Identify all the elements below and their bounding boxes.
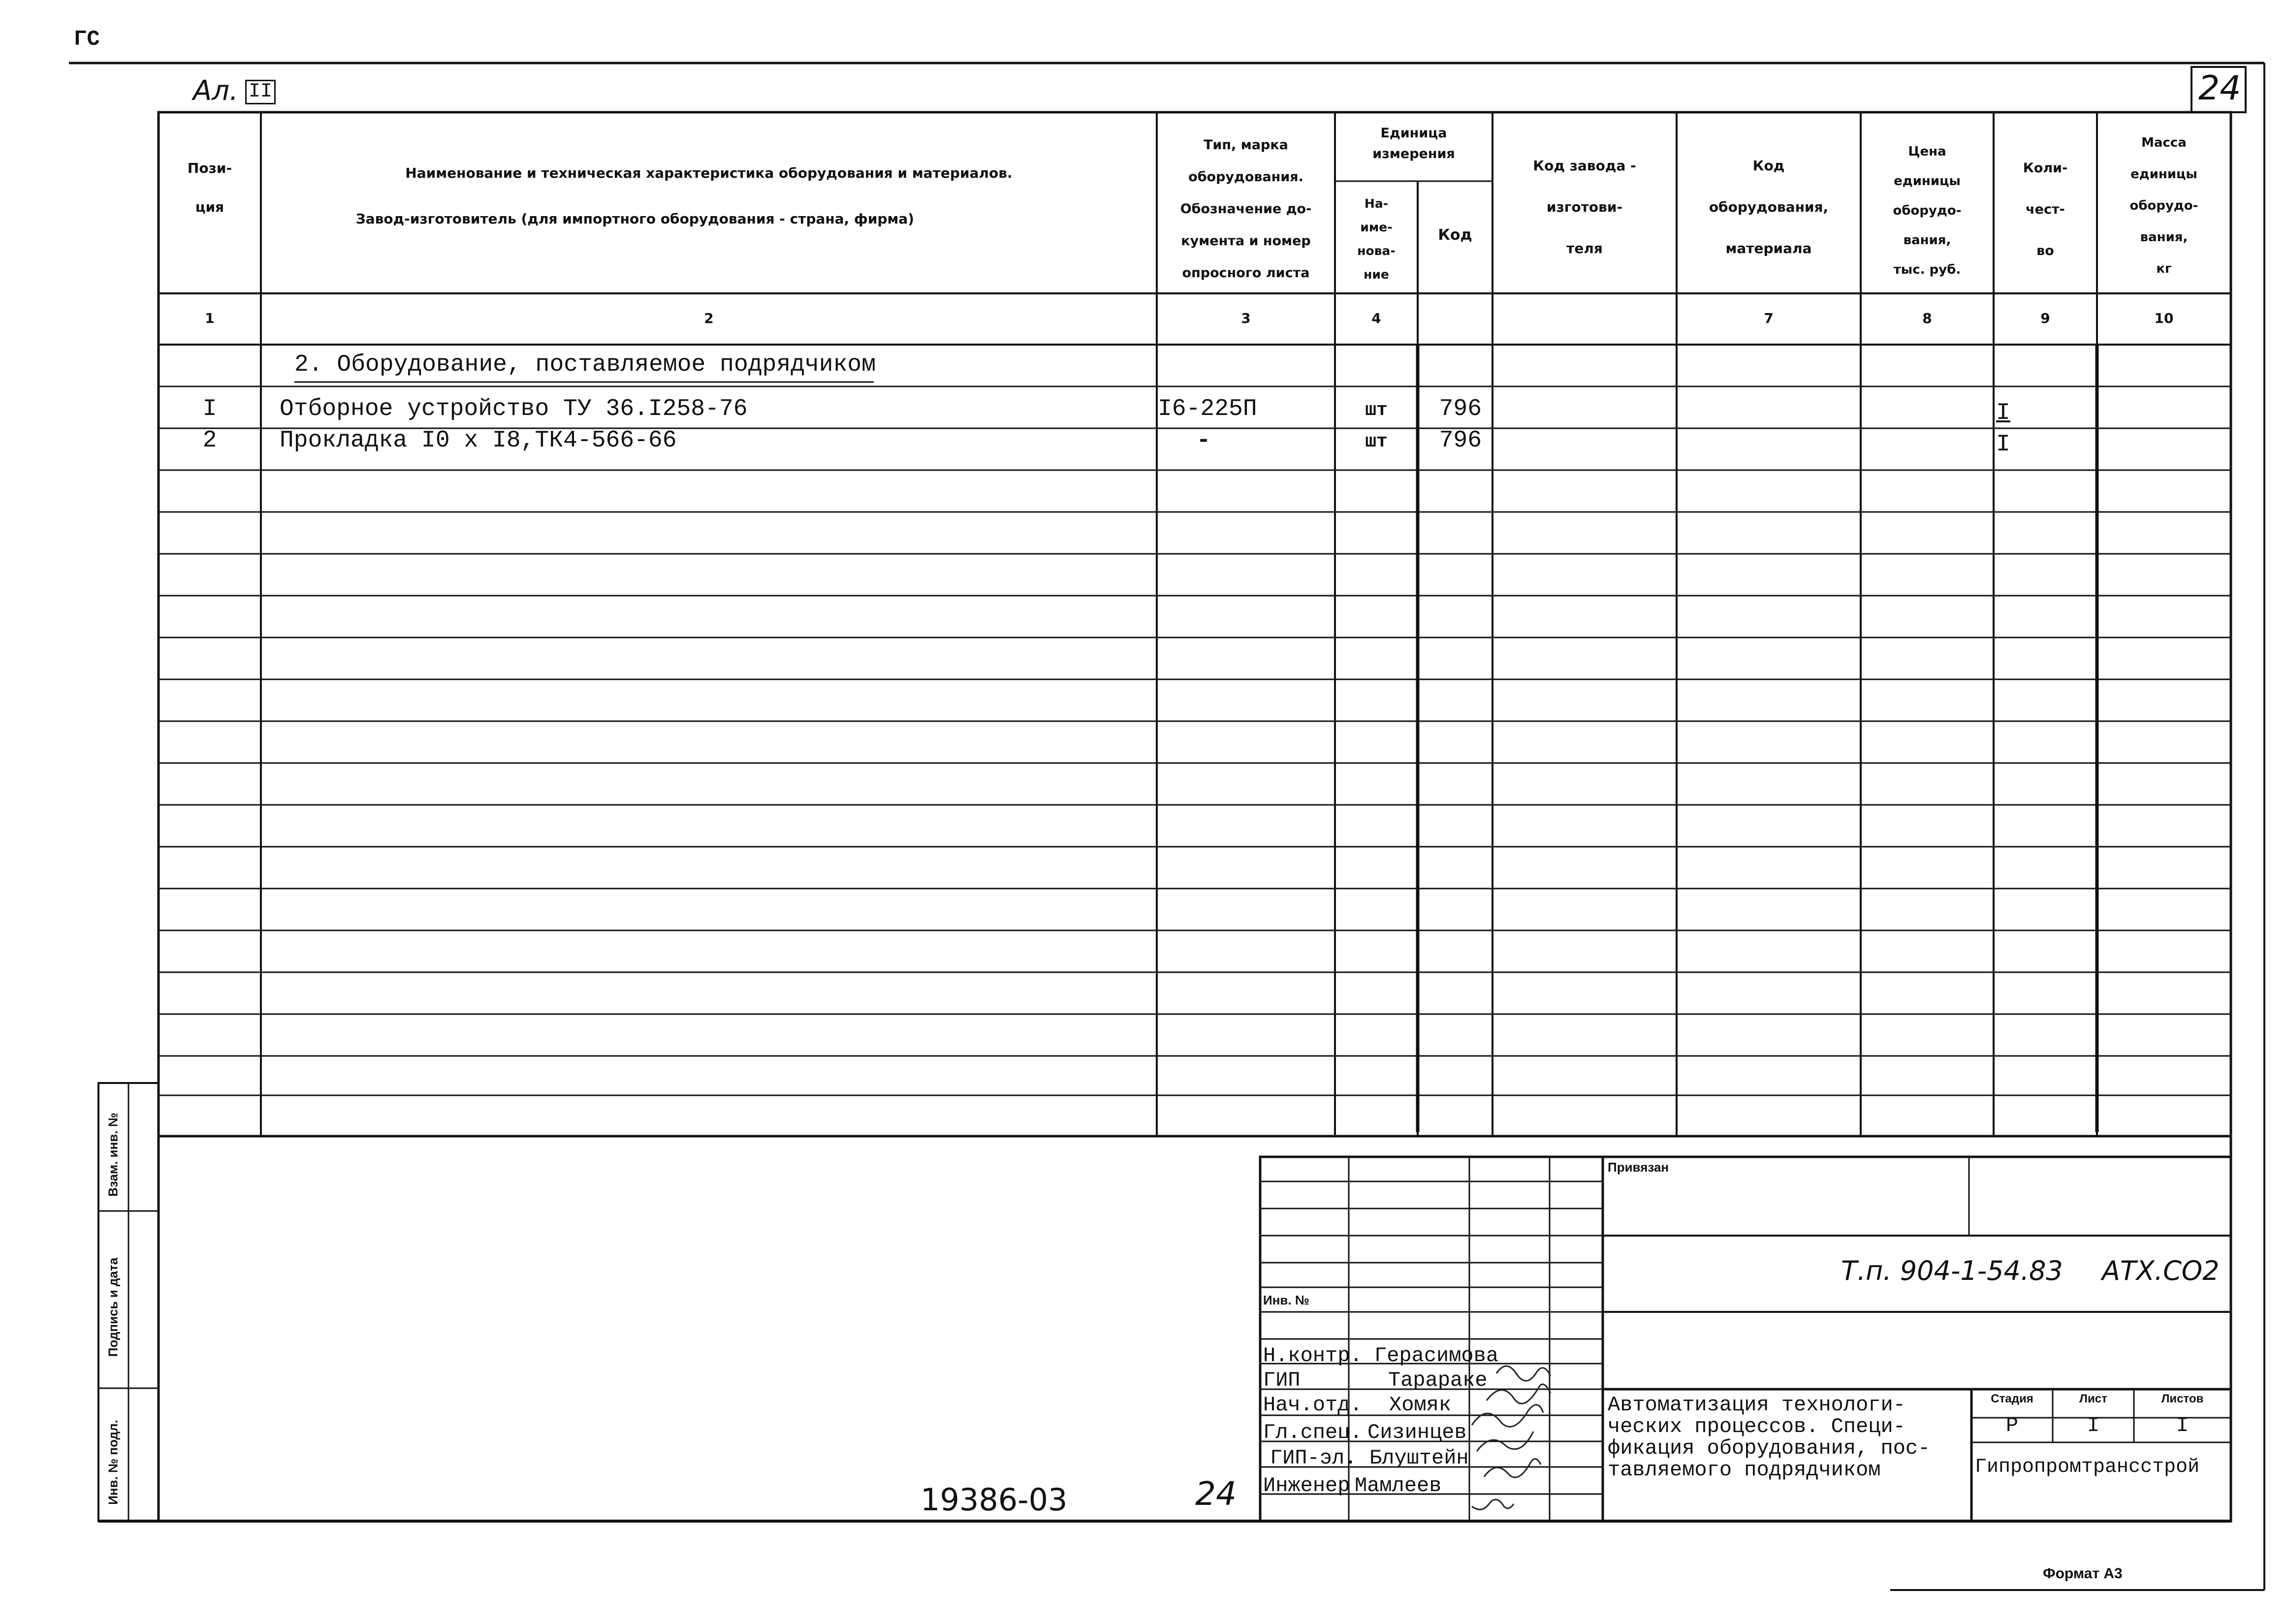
stamp-privyazan: Привязан: [1608, 1160, 1669, 1175]
bottom-page-number: 24: [1195, 1475, 1237, 1513]
header-unit-line: Единица: [1380, 126, 1447, 141]
strip-label-original-inv: Инв. № подл.: [105, 1420, 121, 1505]
header-type-line: оборудования.: [1188, 169, 1303, 185]
header-equipment-code: [1677, 145, 1861, 269]
header-quantity-line: Коли-: [2023, 160, 2068, 176]
header-equipment-code-line: Код: [1752, 158, 1785, 174]
header-unit-name-line: имe-: [1360, 220, 1393, 234]
page-number: 24: [2198, 69, 2241, 108]
header-factory-code-line: теля: [1566, 240, 1603, 256]
header-price-line: Цена: [1908, 144, 1946, 159]
header-mass: [2097, 127, 2231, 285]
column-number: 1: [205, 310, 215, 326]
stamp-doc-code: АТХ.СО2: [2102, 1255, 2220, 1286]
table-row-1-position: I: [202, 396, 217, 422]
section-title: 2. Оборудование, поставляемое подрядчиком: [294, 351, 876, 378]
table-row-2-unit: шт: [1365, 431, 1388, 452]
signer-name: Блуштейн: [1369, 1446, 1469, 1470]
table-row-1-name: Отборное устройство ТУ 36.I258-76: [280, 396, 748, 422]
stamp-title-line: ческих процессов. Специ-: [1608, 1415, 1905, 1438]
header-unit-code: Код: [1438, 226, 1472, 244]
column-number: 3: [1241, 310, 1251, 326]
header-unit-name-line: ние: [1364, 267, 1389, 282]
strip-label-replaced-inv: Взам. инв. №: [105, 1113, 121, 1197]
header-unit-name: [1335, 192, 1418, 287]
header-factory-code-line: Код завода -: [1533, 158, 1636, 174]
table-row-2-name: Прокладка I0 x I8,ТК4-566-66: [280, 427, 677, 454]
stamp-sheets-value: I: [2176, 1414, 2189, 1437]
format-label: Формат А3: [2043, 1565, 2123, 1582]
header-mass-line: Масса: [2141, 135, 2187, 150]
stamp-doc-number: Т.п. 904-1-54.83: [1841, 1255, 2063, 1286]
stamp-title: [1608, 1394, 1930, 1481]
corner-code: ГС: [74, 27, 100, 52]
table-row-1-quantity: I: [1996, 400, 2010, 426]
signer-name: Тарараке: [1388, 1369, 1488, 1392]
header-type: [1157, 129, 1335, 289]
header-price-line: вания,: [1903, 233, 1951, 248]
signer-name: Мамлеев: [1355, 1474, 1442, 1497]
signer-role: Нач.отд.: [1263, 1393, 1363, 1417]
header-type-line: опросного листа: [1182, 265, 1310, 281]
sheet-label-box: II: [245, 80, 276, 104]
stamp-stage-label: Стадия: [1991, 1392, 2033, 1405]
table-row-2-code: 796: [1439, 427, 1482, 454]
strip-label-signature-date: Подпись и дата: [105, 1257, 121, 1357]
header-equipment-code-line: материала: [1725, 240, 1812, 256]
signer-role: Инженер: [1263, 1474, 1350, 1497]
signer-name: Герасимова: [1374, 1344, 1499, 1368]
stamp-inv-label: Инв. №: [1263, 1293, 1309, 1307]
signer-role: ГИП-эл.: [1270, 1446, 1357, 1470]
table-row-1-code: 796: [1439, 396, 1482, 422]
signer-name: Сизинцев: [1367, 1421, 1467, 1444]
stamp-title-line: фикация оборудования, пос-: [1608, 1436, 1931, 1460]
header-type-line: кумента и номер: [1181, 233, 1311, 249]
signer-role: Гл.спец.: [1263, 1421, 1363, 1444]
stamp-title-line: тавляемого подрядчиком: [1608, 1458, 1881, 1482]
table-row-2-position: 2: [202, 427, 217, 454]
header-price-line: единицы: [1894, 174, 1961, 189]
stamp-organization: Гипропромтрансстрой: [1975, 1456, 2200, 1478]
header-unit-name-line: На-: [1364, 196, 1389, 211]
header-name: [261, 162, 1157, 230]
header-price-line: оборудо-: [1893, 203, 1962, 218]
header-mass-line: кг: [2156, 261, 2172, 276]
header-quantity-line: чест-: [2026, 202, 2065, 217]
header-mass-line: вания,: [2140, 230, 2188, 245]
stamp-sheets-label: Листов: [2161, 1392, 2204, 1405]
header-name-line2: Завод-изготовитель (для импортного оборудования - страна, фирма): [355, 211, 915, 227]
header-factory-code: [1492, 145, 1677, 269]
stamp-title-line: Автоматизация технологи-: [1608, 1393, 1905, 1417]
header-position-line: Пози-: [187, 160, 232, 176]
signer-name: Хомяк: [1389, 1393, 1452, 1417]
header-unit-group: [1335, 123, 1492, 164]
header-mass-line: оборудо-: [2129, 198, 2198, 213]
header-equipment-code-line: оборудования,: [1709, 199, 1829, 215]
table-row-2-quantity: I: [1996, 431, 2010, 458]
column-number: 8: [1922, 310, 1932, 326]
header-type-line: Обозначение до-: [1180, 201, 1312, 217]
header-price-line: тыс. руб.: [1893, 262, 1961, 277]
stamp-sheet-value: I: [2087, 1414, 2100, 1437]
column-number: 10: [2154, 310, 2174, 326]
stamp-sheet-label: Лист: [2079, 1392, 2107, 1405]
header-quantity: [1994, 148, 2097, 272]
header-quantity-line: во: [2036, 243, 2054, 258]
header-factory-code-line: изготови-: [1546, 199, 1623, 215]
column-number: 9: [2040, 310, 2050, 326]
signer-role: ГИП: [1263, 1369, 1301, 1392]
table-row-2-type: -: [1196, 427, 1211, 454]
column-number: 7: [1764, 310, 1774, 326]
header-type-line: Тип, марка: [1204, 137, 1288, 153]
sheet-label: Ал.: [193, 75, 238, 107]
stamp-stage-value: Р: [2005, 1414, 2019, 1437]
header-mass-line: единицы: [2130, 167, 2197, 182]
header-name-line1: Наименование и техническая характеристика оборудования и материалов.: [405, 165, 1013, 181]
table-row-1-type: I6-225П: [1158, 396, 1257, 422]
header-position-line: ция: [195, 199, 224, 216]
signer-role: Н.контр.: [1263, 1344, 1363, 1368]
header-price: [1861, 137, 1994, 285]
header-unit-line: измерения: [1372, 146, 1455, 161]
header-position: [159, 158, 261, 218]
table-row-1-unit: шт: [1365, 400, 1388, 421]
column-number: 2: [704, 310, 714, 326]
column-number: 4: [1371, 310, 1381, 326]
header-unit-name-line: нова-: [1357, 244, 1396, 258]
archive-number: 19386-03: [921, 1482, 1068, 1518]
